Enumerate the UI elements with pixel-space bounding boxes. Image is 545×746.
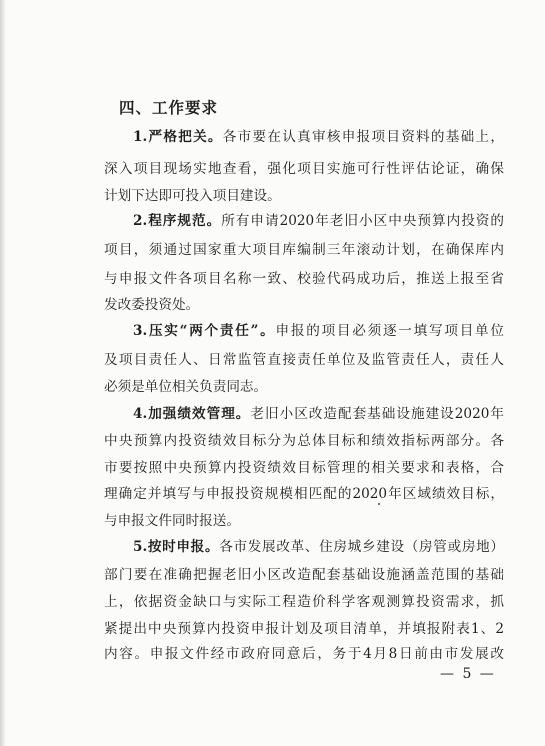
item-2-first-line [133,212,504,230]
scan-edge-shadow [0,0,6,746]
item-1-first-line [133,128,504,146]
item-1-line-1: 各市要在认真审核申报项目资料的基础上， [222,129,504,145]
item-5-first-line [133,538,504,556]
item-4-line-4: 理确定并填写与申报投资规模相匹配的2020年区域绩效目标， [104,486,504,502]
item-1-line-2: 深入项目现场实地查看，强化项目实施可行性评估论证，确保 [104,161,504,177]
item-2-line-2: 项目，须通过国家重大项目库编制三年滚动计划，在确保库内 [104,242,504,258]
item-4-line-3: 市要按照中央预算内投资绩效目标管理的相关要求和表格，合 [104,460,504,476]
scan-speck [378,503,380,505]
section-heading: 四、工作要求 [119,98,219,117]
item-3-first-line [133,322,504,340]
item-3-line-1: 申报的项目必须逐一填写项目单位 [275,323,504,339]
item-5-line-5: 内容。申报文件经市政府同意后，务于4月8日前由市发展改 [104,646,504,662]
item-4-first-line [133,405,504,423]
item-5-title: 5.按时申报。 [133,539,220,555]
item-4-title: 4.加强绩效管理。 [133,406,251,422]
item-5-line-4: 紧提出中央预算内投资申报计划及项目清单，并填报附表1、2 [104,621,504,637]
item-2-line-4: 发改委投资处。 [104,297,200,313]
item-2-line-1: 所有申请2020年老旧小区中央预算内投资的 [221,213,504,229]
item-3-line-2: 及项目责任人、日常监管直接责任单位及监管责任人，责任人 [104,352,504,368]
page-number: — 5 — [440,666,496,682]
item-3-title: 3.压实“两个责任”。 [133,323,276,339]
item-1-title: 1.严格把关。 [133,129,223,145]
item-4-line-2: 中央预算内投资绩效目标分为总体目标和绩效指标两部分。各 [104,433,504,449]
item-1-line-3: 计划下达即可投入项目建设。 [104,188,281,204]
item-3-line-3: 必须是单位相关负责同志。 [104,379,268,395]
item-2-line-3: 与申报文件各项目名称一致、校验代码成功后，推送上报至省 [104,271,504,287]
item-4-line-5: 与申报文件同时报送。 [104,513,240,529]
item-2-title: 2.程序规范。 [133,213,222,229]
item-5-line-2: 部门要在准确把握老旧小区改造配套基础设施涵盖范围的基础 [104,567,504,583]
item-5-line-3: 上，依据资金缺口与实际工程造价科学客观测算投资需求，抓 [104,594,504,610]
item-5-line-1: 各市发展改革、住房城乡建设（房管或房地） [219,539,504,555]
item-4-line-1: 老旧小区改造配套基础设施建设2020年 [250,406,504,422]
